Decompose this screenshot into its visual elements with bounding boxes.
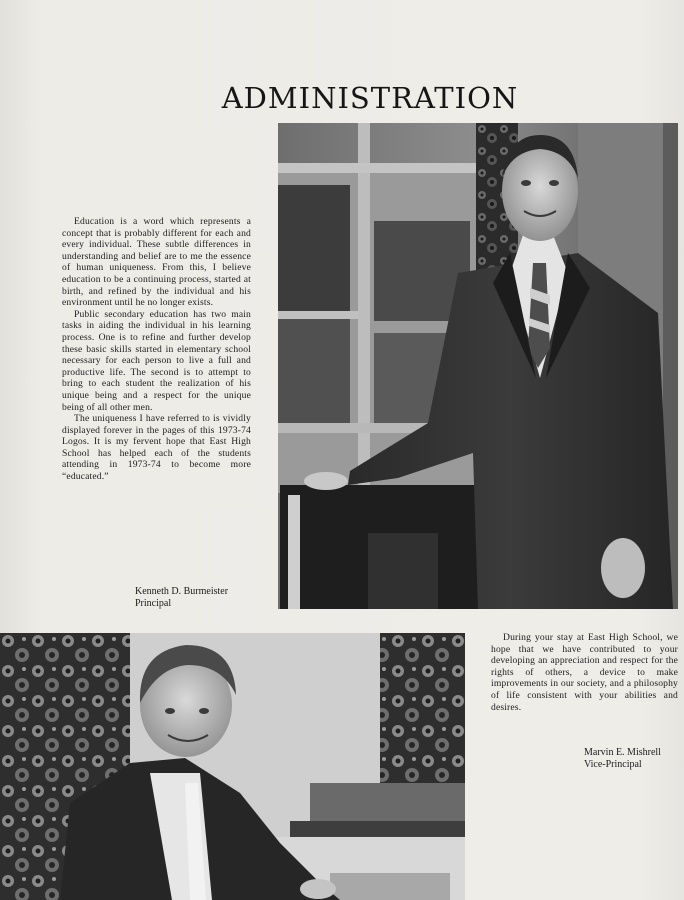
principal-role: Principal <box>135 598 172 609</box>
vice-principal-name: Marvin E. Mishrell <box>584 747 661 758</box>
principal-paragraph: Public secondary education has two main tasks in aiding the individual in his learning process. One is to refine and further develop these basic skills started in elementary school necessary for each person to live a full and productive life. The second is to attempt to bring to each student the realization of his unique being and a respect for the unique being of all other men. <box>62 308 251 413</box>
principal-paragraph: The uniqueness I have referred to is vividly displayed forever in the pages of this 1973-74 Logos. It is my fervent hope that East High School has helped each of the students attending in 1973-74 to become more “educated.” <box>62 413 251 483</box>
principal-paragraph: Education is a word which represents a concept that is probably different for each and every individual. These subtle differences in understanding and belief are to me the essence of human uniqueness. From this, I believe education to be a continuing process, started at birth, and refined by the individual and his environment until he no longer exists. <box>62 216 251 309</box>
principal-name: Kenneth D. Burmeister <box>135 586 229 597</box>
principal-signature <box>135 586 228 610</box>
principal-photo <box>278 123 678 609</box>
vice-principal-message <box>491 632 678 713</box>
principal-message <box>62 216 251 483</box>
vice-principal-photo <box>0 633 465 900</box>
vice-principal-paragraph: During your stay at East High School, we hope that we have contributed to your developing an appreciation and respect for the rights of others, a device to make improvements in our society, and a philosophy of life consistent with your abilities and desires. <box>491 632 678 713</box>
page-title: ADMINISTRATION <box>221 81 519 116</box>
vice-principal-signature <box>584 747 661 771</box>
vice-principal-role: Vice-Principal <box>584 759 642 770</box>
